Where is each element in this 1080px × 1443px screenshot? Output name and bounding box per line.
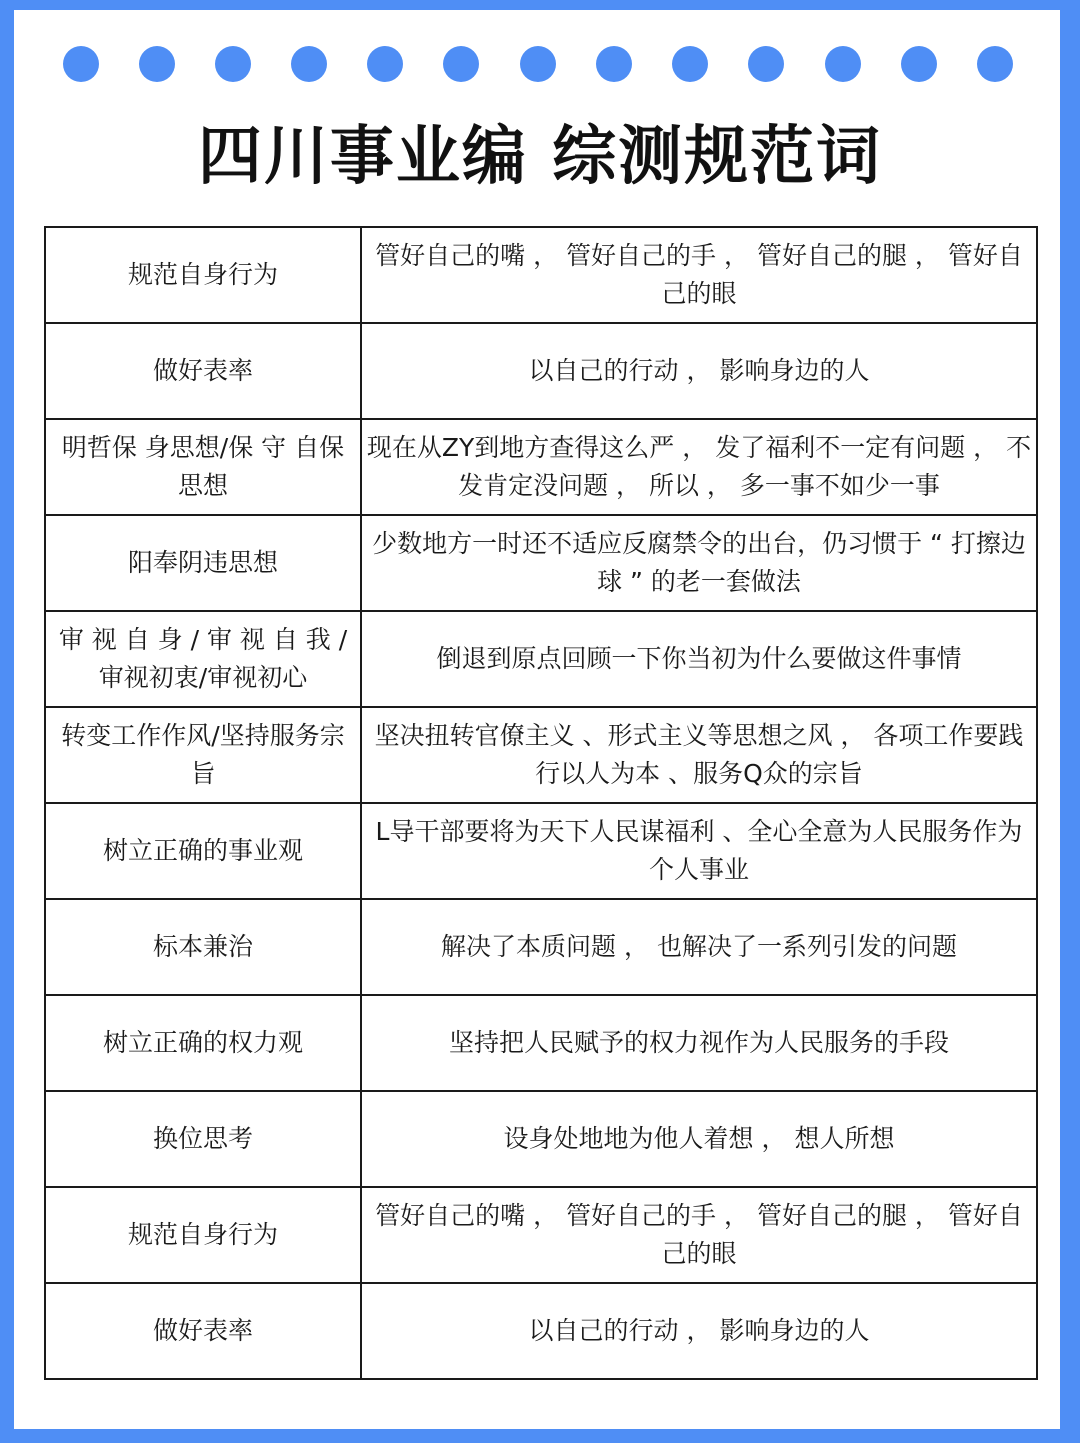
circle-dot-icon xyxy=(139,46,175,82)
table-row xyxy=(45,1091,1037,1187)
term-cell: 规范自身行为 xyxy=(45,1187,361,1283)
table-row xyxy=(45,419,1037,515)
frame-bottom-border xyxy=(0,1429,1080,1443)
term-cell: 树立正确的权力观 xyxy=(45,995,361,1091)
circle-dot-icon xyxy=(63,46,99,82)
meaning-cell: 以自己的行动 ， 影响身边的人 xyxy=(361,1283,1037,1379)
term-cell: 换位思考 xyxy=(45,1091,361,1187)
meaning-cell: 倒退到原点回顾一下你当初为什么要做这件事情 xyxy=(361,611,1037,707)
table-row xyxy=(45,515,1037,611)
binder-dots xyxy=(0,46,1080,86)
frame-left-border xyxy=(0,0,14,1443)
circle-dot-icon xyxy=(825,46,861,82)
meaning-cell: 少数地方一时还不适应反腐禁令的出台，仍习惯于 “ 打擦边球 ” 的老一套做法 xyxy=(361,515,1037,611)
circle-dot-icon xyxy=(291,46,327,82)
circle-dot-icon xyxy=(443,46,479,82)
table-row xyxy=(45,803,1037,899)
page-title: 四川事业编 综测规范词 xyxy=(197,120,883,194)
meaning-cell: 坚持把人民赋予的权力视作为人民服务的手段 xyxy=(361,995,1037,1091)
circle-dot-icon xyxy=(748,46,784,82)
term-cell: 阳奉阴违思想 xyxy=(45,515,361,611)
frame-top-border xyxy=(0,0,1080,10)
meaning-cell: 现在从ZY到地方查得这么严 ， 发了福利不一定有问题 ， 不发肯定没问题 ， 所以 ， 多一事不如少一事 xyxy=(361,419,1037,515)
table-row xyxy=(45,323,1037,419)
circle-dot-icon xyxy=(672,46,708,82)
meaning-cell: L导干部要将为天下人民谋福利 、全心全意为人民服务作为个人事业 xyxy=(361,803,1037,899)
meaning-cell: 管好自己的嘴 ， 管好自己的手 ， 管好自己的腿 ， 管好自己的眼 xyxy=(361,227,1037,323)
meaning-cell: 坚决扭转官僚主义 、形式主义等思想之风 ， 各项工作要践行以人为本 、服务Q众的宗旨 xyxy=(361,707,1037,803)
circle-dot-icon xyxy=(367,46,403,82)
term-cell: 明哲保 身思想/保 守 自保思想 xyxy=(45,419,361,515)
glossary-table xyxy=(44,226,1038,1380)
circle-dot-icon xyxy=(596,46,632,82)
term-cell: 标本兼治 xyxy=(45,899,361,995)
term-cell: 做好表率 xyxy=(45,323,361,419)
term-cell: 规范自身行为 xyxy=(45,227,361,323)
meaning-cell: 解决了本质问题 ， 也解决了一系列引发的问题 xyxy=(361,899,1037,995)
circle-dot-icon xyxy=(215,46,251,82)
table-row xyxy=(45,227,1037,323)
term-cell: 审 视 自 身 / 审 视 自 我 / 审视初衷/审视初心 xyxy=(45,611,361,707)
table-row xyxy=(45,611,1037,707)
table-row xyxy=(45,995,1037,1091)
table-row xyxy=(45,1187,1037,1283)
meaning-cell: 管好自己的嘴 ， 管好自己的手 ， 管好自己的腿 ， 管好自己的眼 xyxy=(361,1187,1037,1283)
circle-dot-icon xyxy=(901,46,937,82)
circle-dot-icon xyxy=(977,46,1013,82)
term-cell: 转变工作作风/坚持服务宗旨 xyxy=(45,707,361,803)
table-row xyxy=(45,899,1037,995)
meaning-cell: 以自己的行动 ， 影响身边的人 xyxy=(361,323,1037,419)
circle-dot-icon xyxy=(520,46,556,82)
meaning-cell: 设身处地地为他人着想 ， 想人所想 xyxy=(361,1091,1037,1187)
term-cell: 树立正确的事业观 xyxy=(45,803,361,899)
table-row xyxy=(45,1283,1037,1379)
table-row xyxy=(45,707,1037,803)
term-cell: 做好表率 xyxy=(45,1283,361,1379)
frame-right-border xyxy=(1060,0,1080,1443)
